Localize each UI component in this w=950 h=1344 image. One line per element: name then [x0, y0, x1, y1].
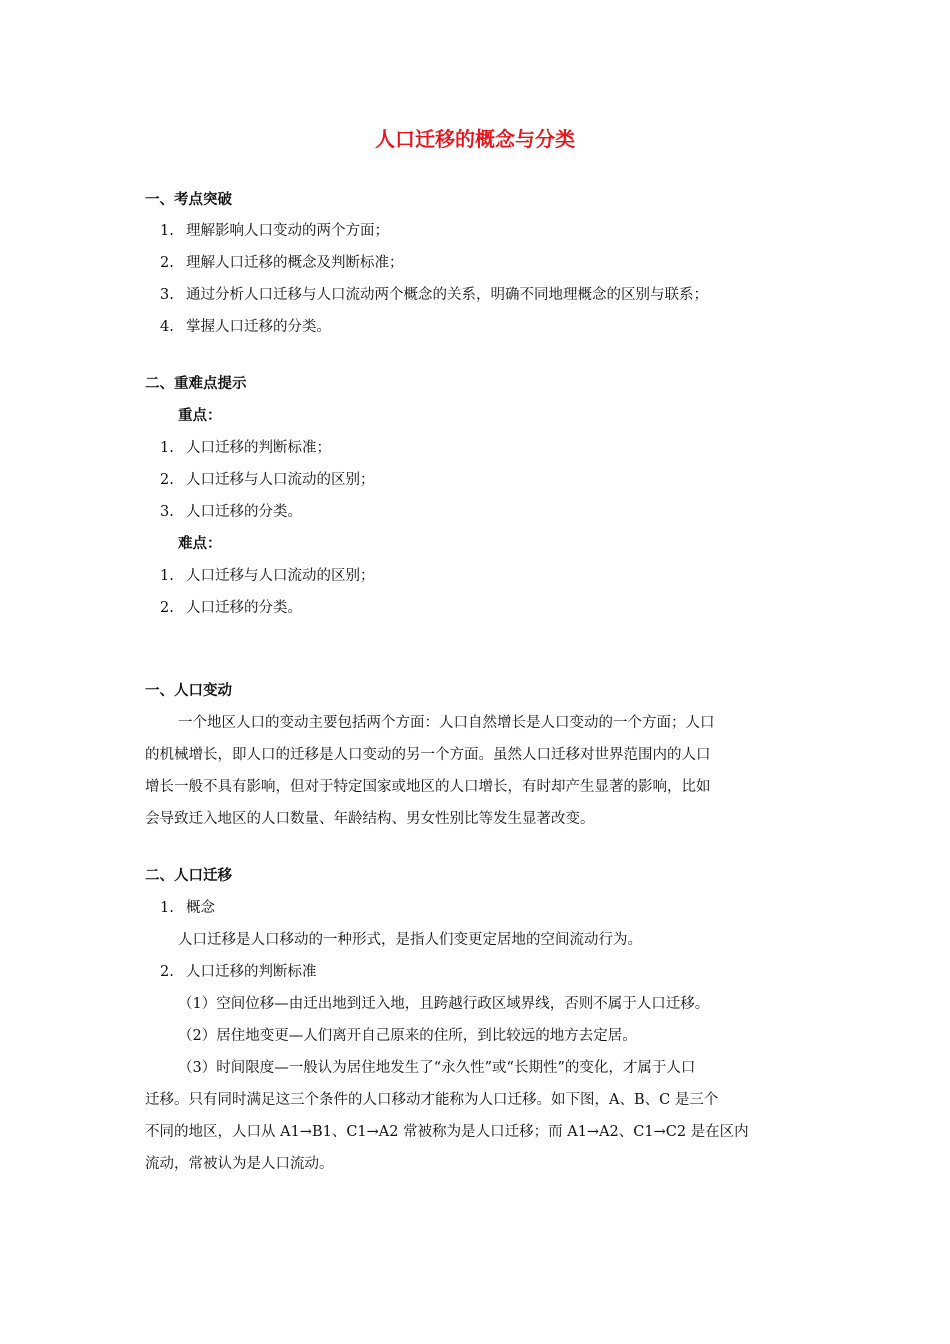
section-heading-migration: 二、人口迁移	[145, 867, 232, 884]
list-item: 1. 理解影响人口变动的两个方面；	[160, 223, 389, 239]
list-item: 1. 概念	[160, 900, 215, 916]
paragraph-line: 增长一般不具有影响，但对于特定国家或地区的人口增长，有时却产生显著的影响，比如	[145, 779, 711, 795]
list-item: 2. 人口迁移的分类。	[160, 600, 302, 616]
section-heading-population-change: 一、人口变动	[145, 682, 232, 699]
paragraph-line: 一个地区人口的变动主要包括两个方面：人口自然增长是人口变动的一个方面；人口	[178, 715, 715, 731]
list-item: 3. 人口迁移的分类。	[160, 504, 302, 520]
difficult-points-label: 难点：	[178, 535, 222, 552]
criterion-line: （2）居住地变更—人们离开自己原来的住所，到比较远的地方去定居。	[178, 1028, 637, 1044]
list-item: 2. 理解人口迁移的概念及判断标准；	[160, 255, 404, 271]
section-heading-key-points: 二、重难点提示	[145, 375, 247, 392]
section-heading-exam-points: 一、考点突破	[145, 191, 232, 208]
list-item: 3. 通过分析人口迁移与人口流动两个概念的关系，明确不同地理概念的区别与联系；	[160, 287, 708, 303]
list-item: 1. 人口迁移与人口流动的区别；	[160, 568, 375, 584]
paragraph-line: 人口迁移是人口移动的一种形式，是指人们变更定居地的空间流动行为。	[178, 932, 642, 948]
list-item: 4. 掌握人口迁移的分类。	[160, 319, 331, 335]
criterion-line: （3）时间限度—一般认为居住地发生了“永久性”或“长期性”的变化，才属于人口	[178, 1060, 696, 1076]
paragraph-line: 会导致迁入地区的人口数量、年龄结构、男女性别比等发生显著改变。	[145, 811, 595, 827]
document-title: 人口迁移的概念与分类	[375, 127, 575, 151]
paragraph-line: 迁移。只有同时满足这三个条件的人口移动才能称为人口迁移。如下图，A、B、C 是三个	[145, 1092, 719, 1108]
criterion-line: （1）空间位移—由迁出地到迁入地，且跨越行政区域界线，否则不属于人口迁移。	[178, 996, 710, 1012]
paragraph-line: 流动，常被认为是人口流动。	[145, 1156, 334, 1172]
list-item: 2. 人口迁移的判断标准	[160, 964, 317, 980]
list-item: 1. 人口迁移的判断标准；	[160, 440, 331, 456]
paragraph-line: 的机械增长，即人口的迁移是人口变动的另一个方面。虽然人口迁移对世界范围内的人口	[145, 747, 711, 763]
list-item: 2. 人口迁移与人口流动的区别；	[160, 472, 375, 488]
key-points-label: 重点：	[178, 407, 222, 424]
paragraph-line: 不同的地区，人口从 A1→B1、C1→A2 常被称为是人口迁移；而 A1→A2、C1→C2 是在区内	[145, 1124, 749, 1140]
